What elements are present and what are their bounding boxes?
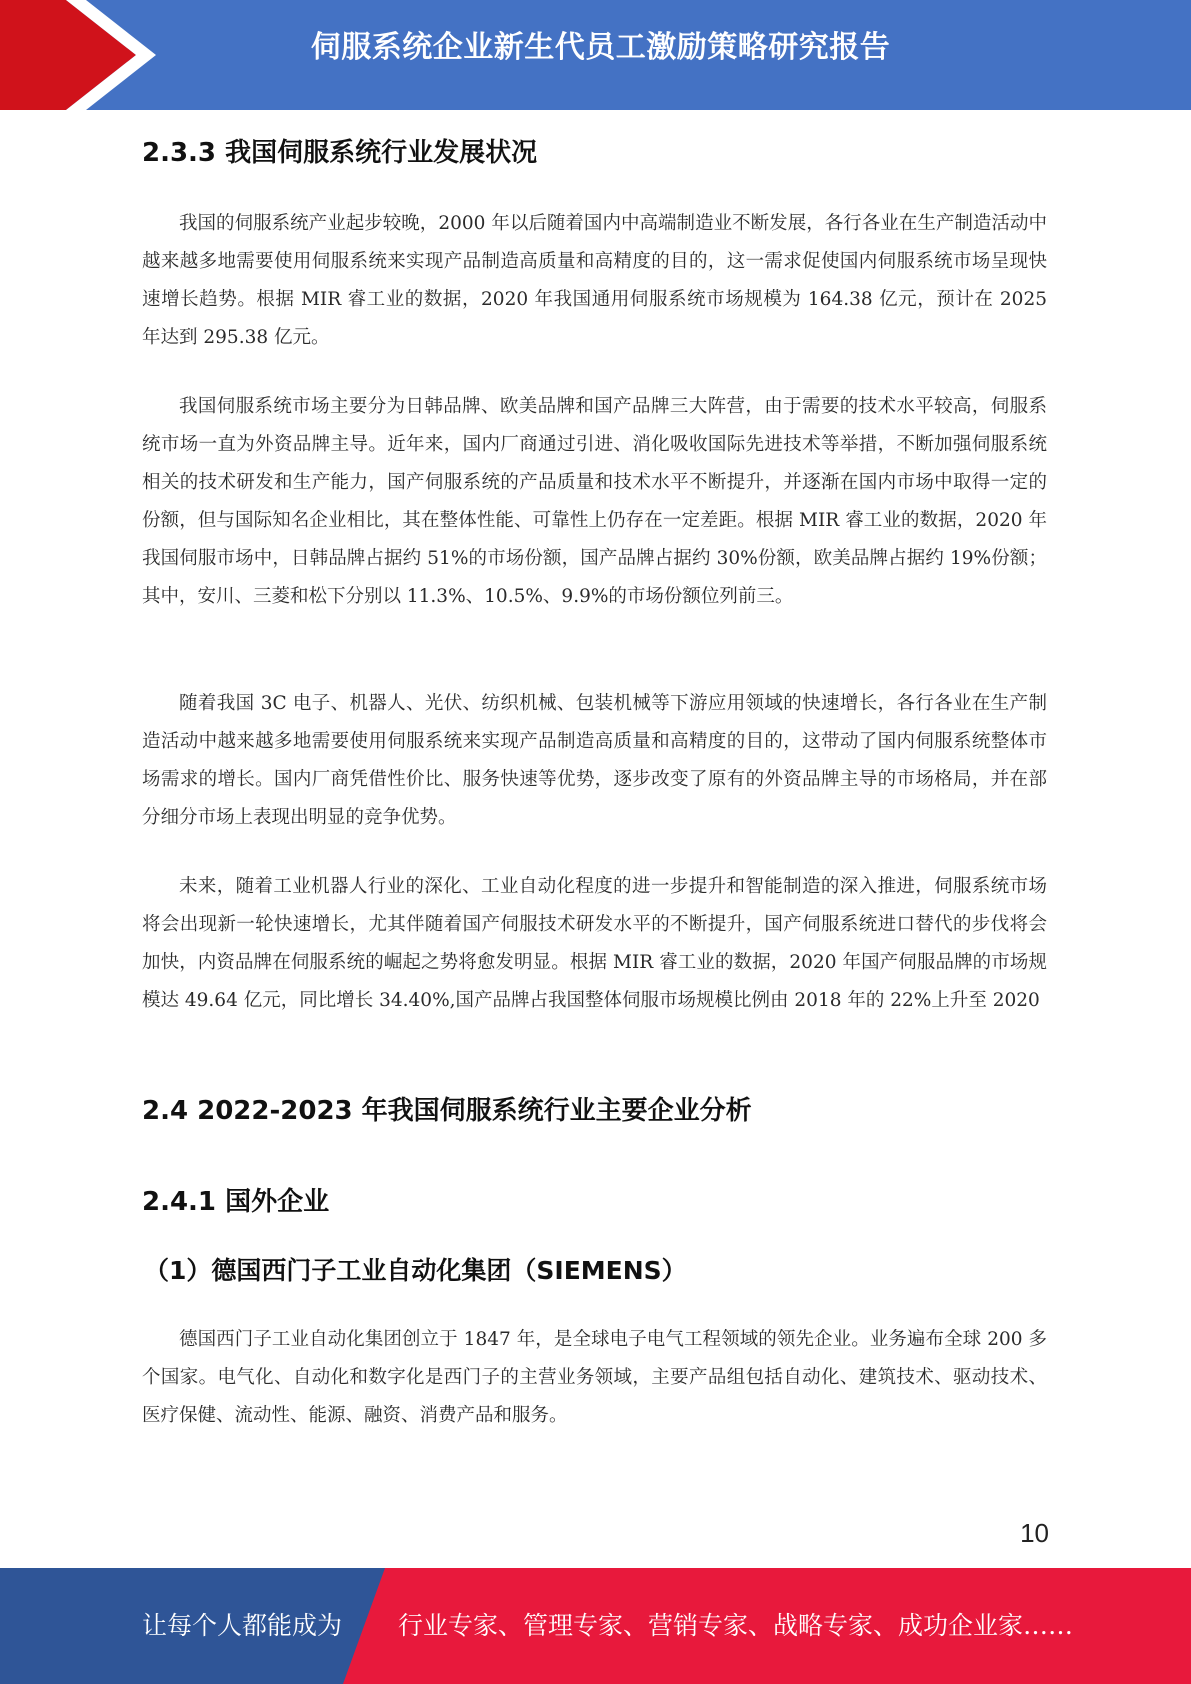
paragraph: 我国的伺服系统产业起步较晚，2000 年以后随着国内中高端制造业不断发展，各行各业在生产制造活动中越来越多地需要使用伺服系统来实现产品制造高质量和高精度的目的，这一需求促使国内伺服系统市场呈现快速增长趋势。根据 MIR 睿工业的数据，2020 年我国通用伺服系统市场规模为 164.38 亿元，预计在 2025 年达到 295.38 亿元。 (142, 213, 1047, 348)
report-title: 伺服系统企业新生代员工激励策略研究报告 (310, 30, 891, 65)
paragraph: 我国伺服系统市场主要分为日韩品牌、欧美品牌和国产品牌三大阵营，由于需要的技术水平较高，伺服系统市场一直为外资品牌主导。近年来，国内厂商通过引进、消化吸收国际先进技术等举措，不断加强伺服系统相关的技术研发和生产能力，国产伺服系统的产品质量和技术水平不断提升，并逐渐在国内市场中取得一定的份额，但与国际知名企业相比，其在整体性能、可靠性上仍存在一定差距。根据 MIR 睿工业的数据，2020 年我国伺服市场中，日韩品牌占据约 51%的市场份额，国产品牌占据约 30%份额，欧美品牌占据约 19%份额；其中，安川、三菱和松下分别以 11.3%、10.5%、9.9%的市场份额位列前三。 (142, 396, 1047, 607)
heading-siemens: （1）德国西门子工业自动化集团（SIEMENS） (144, 1256, 687, 1285)
heading-2-3-3: 2.3.3 我国伺服系统行业发展状况 (142, 138, 538, 168)
footer-slogan-right: 行业专家、管理专家、营销专家、战略专家、成功企业家…… (398, 1611, 1074, 1640)
red-arrow-decoration (0, 0, 200, 110)
page-footer (0, 1568, 1191, 1684)
heading-2-4: 2.4 2022-2023 年我国伺服系统行业主要企业分析 (142, 1096, 752, 1126)
paragraph: 德国西门子工业自动化集团创立于 1847 年，是全球电子电气工程领域的领先企业。业务遍布全球 200 多个国家。电气化、自动化和数字化是西门子的主营业务领域，主要产品组包括自动化、建筑技术、驱动技术、医疗保健、流动性、能源、融资、消费产品和服务。 (142, 1329, 1047, 1426)
heading-2-4-1: 2.4.1 国外企业 (142, 1187, 330, 1217)
paragraph: 未来，随着工业机器人行业的深化、工业自动化程度的进一步提升和智能制造的深入推进，伺服系统市场将会出现新一轮快速增长，尤其伴随着国产伺服技术研发水平的不断提升，国产伺服系统进口替代的步伐将会加快，内资品牌在伺服系统的崛起之势将愈发明显。根据 MIR 睿工业的数据，2020 年国产伺服品牌的市场规模达 49.64 亿元，同比增长 34.40%,国产品牌占我国整体伺服市场规模比例由 2018 年的 22%上升至 2020 (142, 876, 1047, 1011)
paragraph: 随着我国 3C 电子、机器人、光伏、纺织机械、包装机械等下游应用领域的快速增长，各行各业在生产制造活动中越来越多地需要使用伺服系统来实现产品制造高质量和高精度的目的，这带动了国内伺服系统整体市场需求的增长。国内厂商凭借性价比、服务快速等优势，逐步改变了原有的外资品牌主导的市场格局，并在部分细分市场上表现出明显的竞争优势。 (142, 693, 1047, 828)
page-number: 10 (1020, 1518, 1049, 1548)
page-header (0, 0, 1191, 110)
footer-slogan-left: 让每个人都能成为 (142, 1611, 343, 1640)
